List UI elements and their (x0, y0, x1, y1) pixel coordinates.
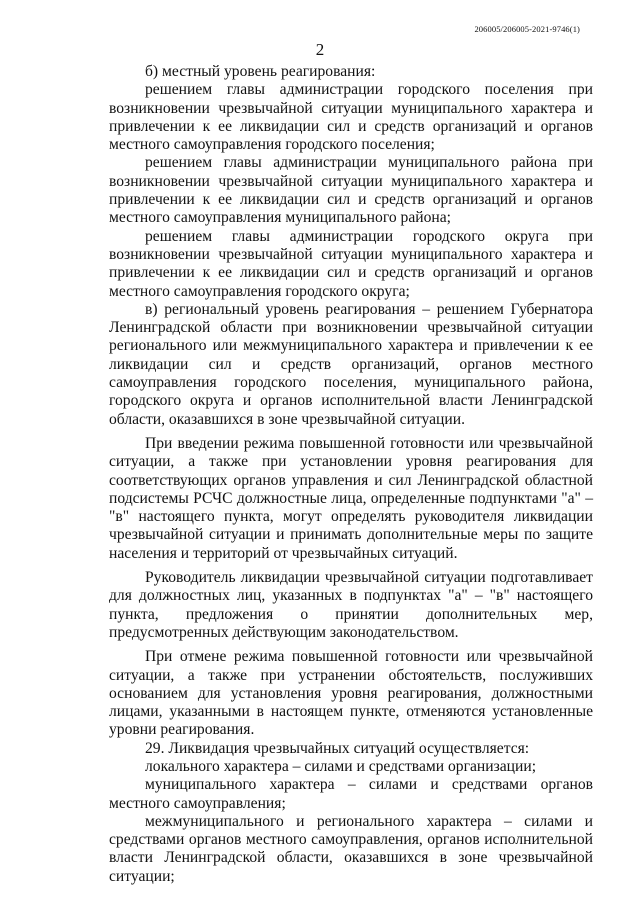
document-id: 206005/206005-2021-9746(1) (474, 24, 580, 34)
paragraph-local-level: б) местный уровень реагирования: (145, 63, 376, 80)
paragraph-intermunicipal-character: межмуниципального и регионального характера – силами и средствами органов местного самоуправления, органов исполнительной власти Ленинградской области, оказавшихся в зоне чрезвычайной ситуации; (109, 812, 593, 885)
page-number: 2 (315, 40, 325, 59)
paragraph-city-district: решением главы администрации городского округа при возникновении чрезвычайной ситуации муниципального характера и привлечении к ее ликвидации сил и средств организаций и органов местного самоуправления городского округа; (109, 227, 593, 300)
paragraph-regional-level: в) региональный уровень реагирования – решением Губернатора Ленинградской области при возникновении чрезвычайной ситуации регионального или межмуниципального характера и привлечении к ее ликвидации сил и средств организаций, органов местного самоуправления городского поселения, муниципального района, городского округа и органов исполнительной власти Ленинградской области, оказавшихся в зоне чрезвычайной ситуации. (109, 300, 593, 428)
paragraph-cancellation: При отмене режима повышенной готовности или чрезвычайной ситуации, а также при устранении обстоятельств, послуживших основанием для установления уровня реагирования, должностными лицами, указанными в настоящем пункте, отменяются установленные уровни реагирования. (109, 648, 593, 739)
paragraph-high-readiness: При введении режима повышенной готовности или чрезвычайной ситуации, а также при установлении уровня реагирования для соответствующих органов управления и сил Ленинградской областной подсистемы РСЧС должностные лица, определенные подпунктами "а" – "в" настоящего пункта, могут определять руководителя ликвидации чрезвычайной ситуации и принимать дополнительные меры по защите населения и территорий от чрезвычайных ситуаций. (109, 434, 593, 562)
paragraph-municipal-character: муниципального характера – силами и средствами органов местного самоуправления; (109, 776, 593, 812)
document-body (109, 63, 593, 886)
paragraph-item-29: 29. Ликвидация чрезвычайных ситуаций осуществляется: (145, 739, 530, 757)
paragraph-local-character: локального характера – силами и средствами организации; (145, 757, 537, 775)
paragraph-liquidation-head: Руководитель ликвидации чрезвычайной ситуации подготавливает для должностных лиц, указанных в подпунктах "а" – "в" настоящего пункта, предложения о принятии дополнительных мер, предусмотренных действующим законодательством. (109, 569, 593, 641)
paragraph-city-settlement: решением главы администрации городского поселения при возникновении чрезвычайной ситуации муниципального характера и привлечении к ее ликвидации сил и средств организаций и органов местного самоуправления городского поселения; (109, 81, 593, 154)
paragraph-municipal-district: решением главы администрации муниципального района при возникновении чрезвычайной ситуации муниципального характера и привлечении к ее ликвидации сил и средств организаций и органов местного самоуправления муниципального района; (109, 154, 593, 227)
